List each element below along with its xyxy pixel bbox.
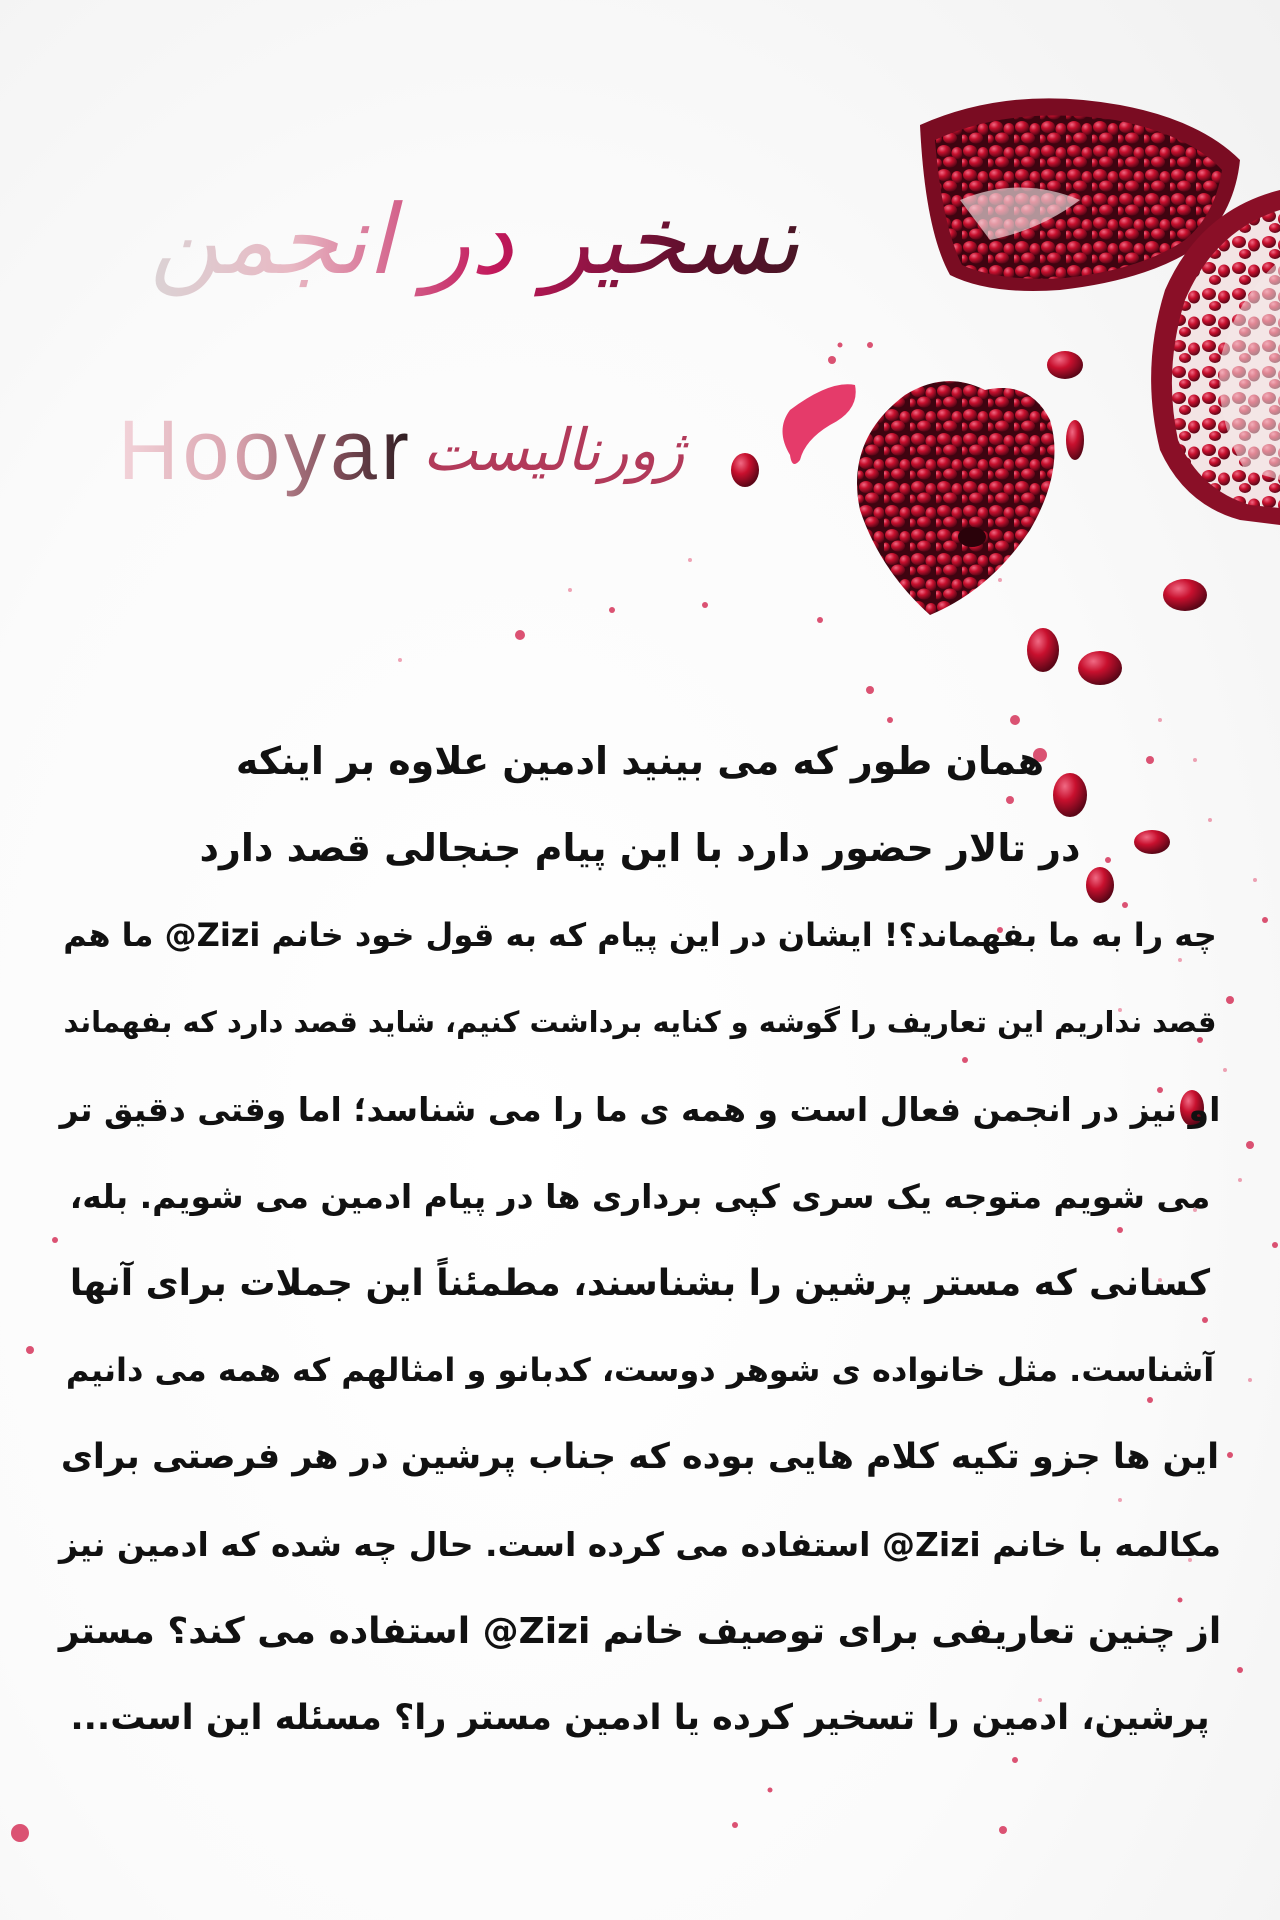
body-line: می شویم متوجه یک سری کپی برداری ها در پیام ادمین می شویم. بله،: [69, 1177, 1211, 1216]
body-line: قصد نداریم این تعاریف را گوشه و کنایه برداشت کنیم، شاید قصد دارد که بفهماند: [63, 1005, 1217, 1039]
body-line: در تالار حضور دارد با این پیام جنجالی قصد دارد: [199, 826, 1081, 870]
body-line: مکالمه با خانم Zizi@ استفاده می کرده است. حال چه شده که ادمین نیز: [59, 1525, 1221, 1564]
body-line: این ها جزو تکیه کلام هایی بوده که جناب پرشین در هر فرصتی برای: [60, 1437, 1220, 1477]
body-line: آشناست. مثل خانواده ی شوهر دوست، کدبانو و امثالهم که همه می دانیم: [65, 1351, 1215, 1389]
pomegranate-seed-heart: [857, 381, 1055, 615]
article-body: [55, 718, 1225, 1762]
body-line: پرشین، ادمین را تسخیر کرده یا ادمین مستر را؟ مسئله این است...: [70, 1698, 1210, 1738]
body-line: چه را به ما بفهماند؟! ایشان در این پیام که به قول خود خانم Zizi@ ما هم: [63, 916, 1217, 954]
body-line: همان طور که می بینید ادمین علاوه بر اینکه: [235, 739, 1045, 783]
page-title: تسخیر در انجمن: [120, 175, 800, 305]
author-label: ژورنالیست: [422, 416, 685, 484]
author-line: [118, 400, 738, 500]
body-line: از چنین تعاریفی برای توصیف خانم Zizi@ استفاده می کند؟ مستر: [58, 1611, 1222, 1652]
body-line: کسانی که مستر پرشین را بشناسند، مطمئناً این جملات برای آنها: [69, 1263, 1211, 1304]
author-name: Hooyar: [118, 400, 413, 500]
body-line: او نیز در انجمن فعال است و همه ی ما را می شناسد؛ اما وقتی دقیق تر: [59, 1090, 1221, 1129]
